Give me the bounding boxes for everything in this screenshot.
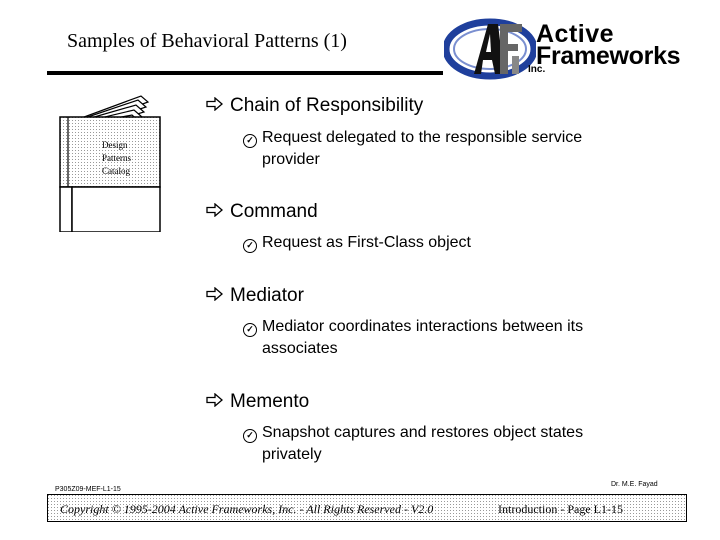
pattern-detail-line: Mediator coordinates interactions between its	[262, 318, 584, 335]
pattern-name: Chain of Responsibility	[230, 95, 424, 116]
outline-right-arrow-icon	[206, 391, 230, 413]
title-underline	[47, 71, 443, 75]
pattern-detail-line: associates	[262, 340, 338, 357]
pattern-heading-command	[206, 201, 318, 223]
pattern-name: Command	[230, 201, 318, 222]
pattern-detail-mediator	[243, 316, 583, 360]
pattern-detail-chain	[243, 127, 582, 171]
pattern-detail-line: Request delegated to the responsible service	[262, 129, 583, 146]
book-label-line: Patterns	[102, 153, 131, 163]
circled-check-icon: ✓	[243, 134, 257, 148]
pattern-detail-line: Snapshot captures and restores object states	[262, 424, 584, 441]
circled-check-icon: ✓	[243, 323, 257, 337]
pattern-heading-mediator	[206, 285, 304, 307]
pattern-heading-memento	[206, 391, 309, 413]
pattern-detail-memento	[243, 422, 583, 466]
logo-word-2: Frameworks	[536, 42, 681, 70]
circled-check-icon: ✓	[243, 429, 257, 443]
outline-right-arrow-icon	[206, 201, 230, 223]
footer-copyright: Copyright © 1995-2004 Active Frameworks, Inc. - All Rights Reserved - V2.0	[60, 502, 434, 516]
book-label-line: Catalog	[102, 166, 130, 176]
footer-page-number: Introduction - Page L1-15	[498, 502, 623, 516]
pattern-detail-line: privately	[262, 446, 322, 463]
logo-word-3: Inc.	[528, 64, 546, 75]
pattern-name: Mediator	[230, 285, 304, 306]
book-label	[102, 139, 131, 178]
logo-word-1: Active	[536, 20, 615, 48]
pattern-detail-line: provider	[262, 151, 320, 168]
pattern-detail-line: Request as First-Class object	[262, 234, 471, 251]
book-label-line: Design	[102, 140, 128, 150]
outline-right-arrow-icon	[206, 285, 230, 307]
logo-emblem	[444, 16, 536, 82]
author-credit: Dr. M.E. Fayad	[611, 481, 658, 488]
outline-right-arrow-icon	[206, 95, 230, 117]
pattern-heading-chain	[206, 95, 423, 117]
slide-title: Samples of Behavioral Patterns (1)	[67, 30, 347, 52]
company-logo	[444, 16, 700, 82]
pattern-name: Memento	[230, 391, 310, 412]
circled-check-icon: ✓	[243, 239, 257, 253]
slide-id: P305Z09-MEF-L1-15	[55, 486, 121, 493]
pattern-detail-command	[243, 232, 471, 254]
